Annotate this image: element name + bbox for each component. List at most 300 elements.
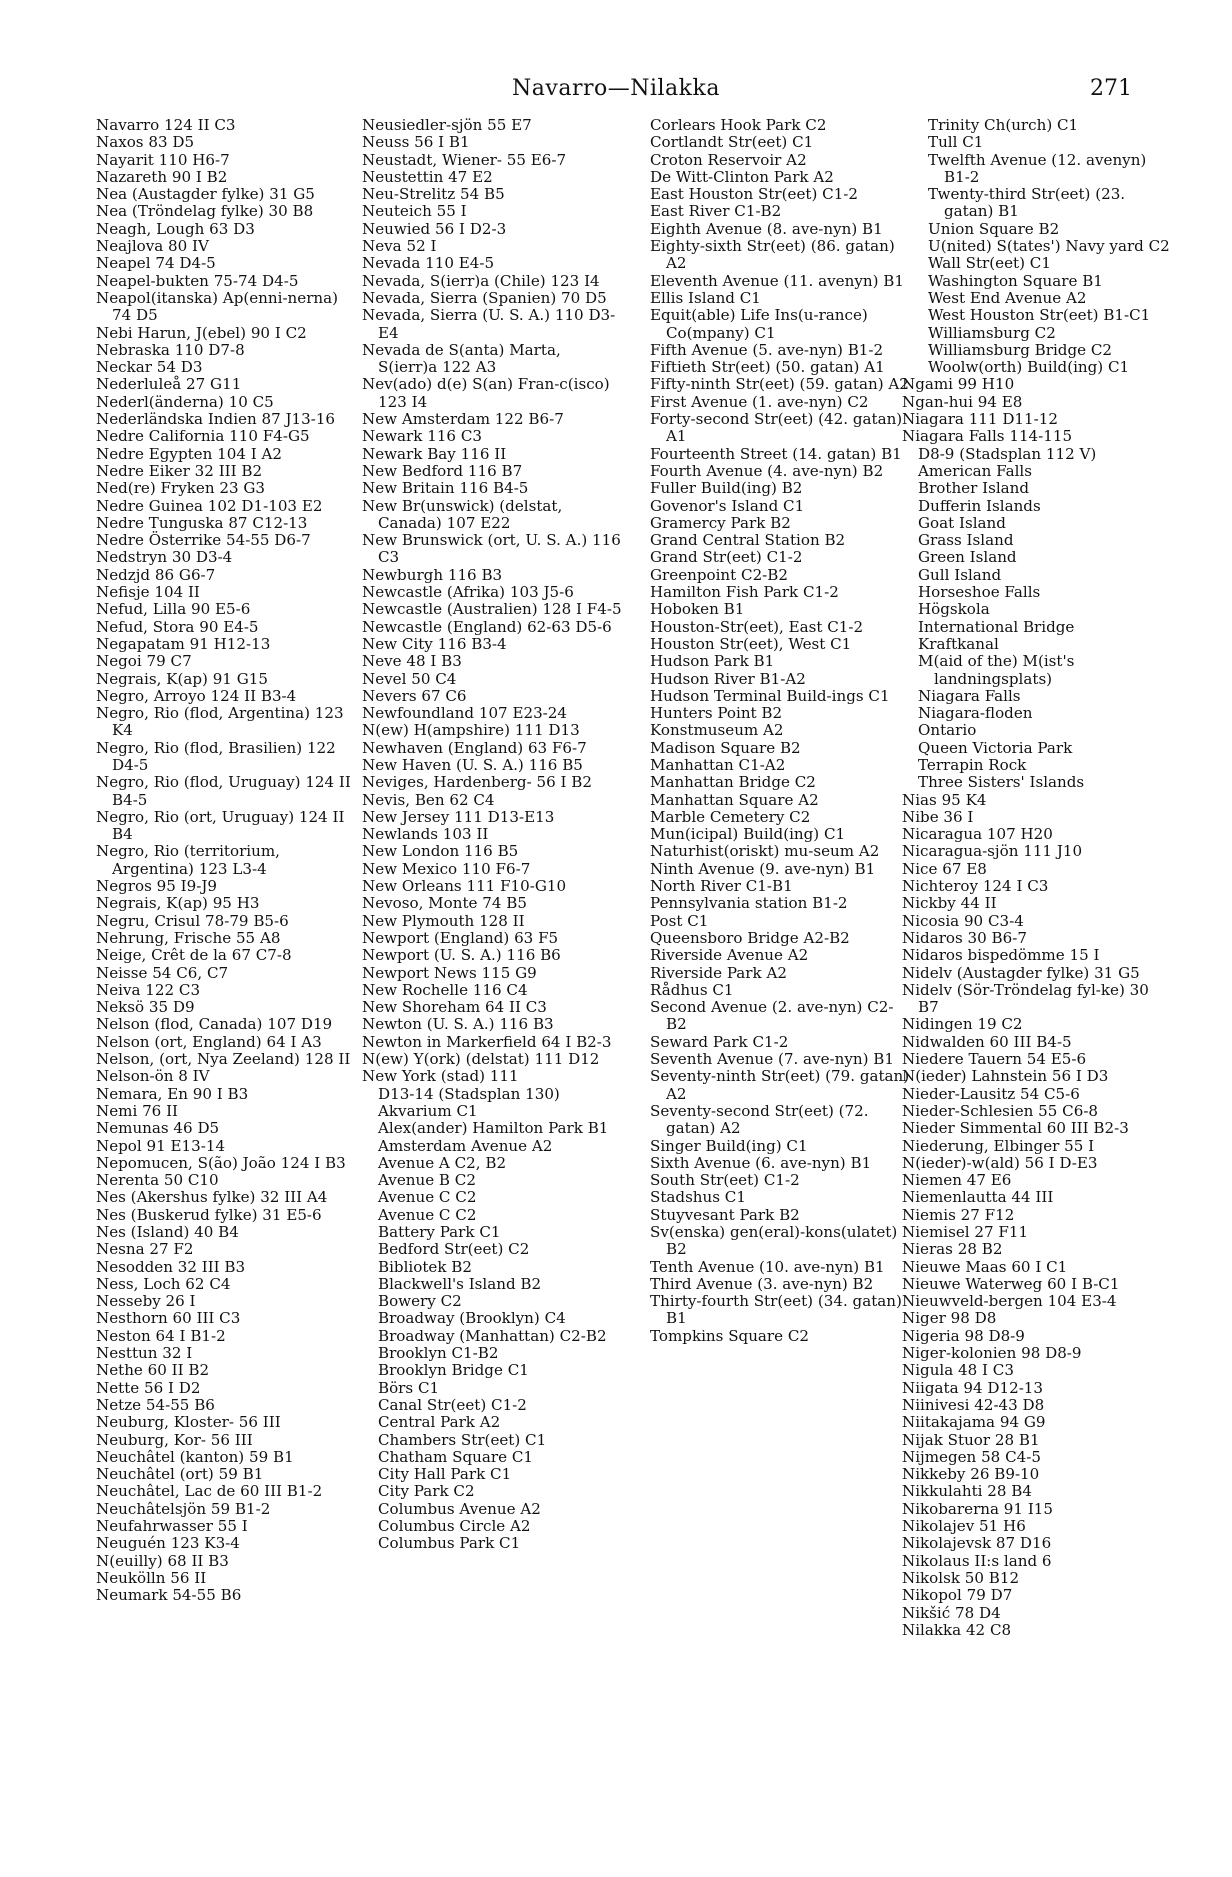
index-entry: Neksö 35 D9 (96, 998, 195, 1017)
index-entry: Nieder-Lausitz 54 C5-6 (902, 1084, 1080, 1103)
index-entry: Nelson (flod, Canada) 107 D19 (96, 1015, 333, 1034)
index-entry: Neuwied 56 I D2-3 (362, 219, 507, 238)
index-entry: Niagara 111 D11-12 (902, 410, 1058, 429)
index-entry: New Amsterdam 122 B6-7 (362, 410, 564, 429)
index-entry: Niitakajama 94 G9 (902, 1413, 1046, 1432)
index-entry: Neige, Crêt de la 67 C7-8 (96, 946, 292, 965)
index-entry: Seventh Avenue (7. ave-nyn) B1 (650, 1050, 894, 1069)
index-entry: Bedford Str(eet) C2 (378, 1240, 530, 1259)
index-entry: Battery Park C1 (378, 1223, 501, 1241)
index-entry: Stuyvesant Park B2 (650, 1205, 800, 1224)
index-entry: Nemi 76 II (96, 1101, 179, 1120)
index-entry: Fiftieth Str(eet) (50. gatan) A1 (650, 358, 885, 377)
index-entry: Second Avenue (2. ave-nyn) C2-B2 (650, 998, 894, 1034)
index-entry: Nigeria 98 D8-9 (902, 1326, 1025, 1345)
index-entry: Ngami 99 H10 (902, 375, 1015, 394)
index-entry: International Bridge (918, 617, 1075, 636)
index-entry: Nidelv (Sör-Tröndelag fyl-ke) 30 B7 (902, 980, 1149, 1017)
index-entry: Neagh, Lough 63 D3 (96, 219, 255, 238)
index-entry: West End Avenue A2 (928, 288, 1087, 307)
index-entry: Chambers Str(eet) C1 (378, 1430, 547, 1449)
index-entry: Negro, Rio (flod, Uruguay) 124 II B4-5 (96, 773, 351, 809)
index-entry: Negros 95 I9-J9 (96, 877, 217, 896)
index-entry: Neuchâtel (kanton) 59 B1 (96, 1447, 294, 1466)
index-entry: Brother Island (918, 479, 1030, 498)
index-entry: Hudson Terminal Build-ings C1 (650, 686, 890, 705)
index-entry: Niinivesi 42-43 D8 (902, 1395, 1045, 1414)
index-entry: Tull C1 (928, 133, 984, 152)
index-entry: Neckar 54 D3 (96, 358, 203, 377)
page-header-title: Navarro—Nilakka (512, 76, 720, 101)
index-entry: Nieuwe Waterweg 60 I B-C1 (902, 1274, 1120, 1293)
index-entry: Nesodden 32 III B3 (96, 1257, 246, 1276)
index-entry: South Str(eet) C1-2 (650, 1171, 800, 1190)
index-entry: Williamsburg C2 (928, 323, 1056, 342)
index-entry: Grand Str(eet) C1-2 (650, 548, 803, 567)
index-entry: Nedre Österrike 54-55 D6-7 (96, 531, 311, 550)
index-entry: Greenpoint C2-B2 (650, 565, 788, 584)
index-column-1 (96, 117, 358, 1605)
index-entry: Marble Cemetery C2 (650, 807, 811, 826)
index-entry: Avenue C C2 (378, 1205, 477, 1224)
index-entry: Neva 52 I (362, 237, 437, 256)
index-entry: Gramercy Park B2 (650, 513, 791, 532)
index-entry: Cortlandt Str(eet) C1 (650, 133, 814, 152)
index-entry: Williamsburg Bridge C2 (928, 340, 1113, 359)
index-entry: N(ieder)-w(ald) 56 I D-E3 (902, 1153, 1098, 1172)
index-entry: Corlears Hook Park C2 (650, 116, 827, 134)
index-entry: Woolw(orth) Build(ing) C1 (928, 358, 1130, 377)
index-entry: Fifty-ninth Str(eet) (59. gatan) A2 (650, 375, 909, 394)
index-entry: Ontario (918, 721, 977, 740)
index-entry: Högskola (918, 600, 990, 619)
index-entry: Columbus Avenue A2 (378, 1499, 541, 1518)
index-entry: Nevada, S(ierr)a (Chile) 123 I4 (362, 271, 600, 290)
index-entry: Nigula 48 I C3 (902, 1361, 1014, 1380)
index-entry: Neapol(itanska) Ap(enni-nerna) 74 D5 (96, 288, 339, 325)
index-entry: Seward Park C1-2 (650, 1032, 789, 1051)
index-entry: Three Sisters' Islands (918, 773, 1085, 792)
index-entry: New Jersey 111 D13-E13 (362, 807, 555, 826)
index-entry: Nemunas 46 D5 (96, 1119, 220, 1138)
index-entry: M(aid of the) M(ist's landningsplats) (918, 652, 1075, 688)
index-entry: Neumark 54-55 B6 (96, 1586, 242, 1605)
index-entry: Niederung, Elbinger 55 I (902, 1136, 1095, 1155)
index-entry: Nazareth 90 I B2 (96, 167, 228, 186)
index-entry: Nickby 44 II (902, 894, 997, 913)
index-entry: Nes (Akershus fylke) 32 III A4 (96, 1188, 328, 1207)
index-entry: First Avenue (1. ave-nyn) C2 (650, 392, 869, 411)
index-entry: Nikolajev 51 H6 (902, 1517, 1026, 1536)
index-entry: Niger-kolonien 98 D8-9 (902, 1344, 1082, 1363)
index-entry: Hudson Park B1 (650, 652, 775, 671)
index-entry: Negro, Rio (flod, Argentina) 123 K4 (96, 704, 344, 740)
index-entry: Trinity Ch(urch) C1 (928, 116, 1079, 134)
index-entry: Nidaros 30 B6-7 (902, 928, 1027, 947)
index-entry: D8-9 (Stadsplan 112 V) (918, 444, 1097, 463)
index-entry: Chatham Square C1 (378, 1447, 533, 1466)
index-entry: N(euilly) 68 II B3 (96, 1551, 229, 1570)
index-entry: Nilakka 42 C8 (902, 1620, 1012, 1639)
index-entry: Nedre Eiker 32 III B2 (96, 461, 263, 480)
index-entry: Ness, Loch 62 C4 (96, 1274, 231, 1293)
index-entry: Nikkulahti 28 B4 (902, 1482, 1032, 1501)
index-entry: New Mexico 110 F6-7 (362, 859, 531, 878)
index-column-4 (902, 117, 1174, 1639)
index-entry: Green Island (918, 548, 1017, 567)
index-entry: Avenue B C2 (378, 1171, 476, 1190)
index-entry: Nikolaus II:s land 6 (902, 1551, 1052, 1570)
index-entry: New Haven (U. S. A.) 116 B5 (362, 755, 583, 774)
index-entry: Neuss 56 I B1 (362, 133, 470, 152)
index-entry: Post C1 (650, 911, 709, 930)
index-entry: Sv(enska) gen(eral)-kons(ulatet) B2 (650, 1223, 898, 1259)
index-entry: Ellis Island C1 (650, 288, 761, 307)
index-entry: Fuller Build(ing) B2 (650, 479, 803, 498)
index-entry: Nebi Harun, J(ebel) 90 I C2 (96, 323, 307, 342)
index-entry: Queensboro Bridge A2-B2 (650, 928, 850, 947)
page-number: 271 (1090, 76, 1132, 101)
index-entry: Nikšić 78 D4 (902, 1603, 1001, 1622)
index-entry: Newburgh 116 B3 (362, 565, 503, 584)
index-entry: Nehrung, Frische 55 A8 (96, 928, 281, 947)
index-column-2 (362, 117, 624, 1553)
index-entry: Newlands 103 II (362, 825, 489, 844)
index-entry: Terrapin Rock (918, 755, 1027, 774)
index-entry: Niedere Tauern 54 E5-6 (902, 1050, 1087, 1069)
index-entry: Nichteroy 124 I C3 (902, 877, 1049, 896)
index-entry: Newark Bay 116 II (362, 444, 507, 463)
index-entry: Union Square B2 (928, 219, 1060, 238)
index-entry: Nieuwveld-bergen 104 E3-4 (902, 1292, 1117, 1311)
index-entry: Eighth Avenue (8. ave-nyn) B1 (650, 219, 883, 238)
index-entry: Neukölln 56 II (96, 1568, 207, 1587)
index-entry: Nias 95 K4 (902, 790, 987, 809)
index-entry: Akvarium C1 (378, 1101, 478, 1120)
index-entry: Newport (U. S. A.) 116 B6 (362, 946, 561, 965)
index-entry: Nijak Stuor 28 B1 (902, 1430, 1040, 1449)
index-entry: Seventy-ninth Str(eet) (79. gatan) A2 (650, 1067, 910, 1103)
index-entry: Negapatam 91 H12-13 (96, 634, 271, 653)
index-entry: Govenor's Island C1 (650, 496, 805, 515)
index-entry: Nicaragua-sjön 111 J10 (902, 842, 1083, 861)
index-entry: Dufferin Islands (918, 496, 1041, 515)
index-entry: Nice 67 E8 (902, 859, 987, 878)
index-entry: Newfoundland 107 E23-24 (362, 704, 567, 723)
index-entry: Third Avenue (3. ave-nyn) B2 (650, 1274, 874, 1293)
index-entry: Avenue A C2, B2 (378, 1153, 507, 1172)
index-entry: Neviges, Hardenberg- 56 I B2 (362, 773, 592, 792)
index-entry: Neve 48 I B3 (362, 652, 462, 671)
index-entry: Konstmuseum A2 (650, 721, 784, 740)
index-entry: Hoboken B1 (650, 600, 745, 619)
index-entry: West Houston Str(eet) B1-C1 (928, 306, 1151, 325)
index-entry: Nederl(änderna) 10 C5 (96, 392, 274, 411)
index-entry: Madison Square B2 (650, 738, 801, 757)
index-entry: Niagara Falls (918, 686, 1021, 705)
index-entry: Kraftkanal (918, 634, 999, 653)
index-entry: North River C1-B1 (650, 877, 793, 896)
index-entry: Nedzjd 86 G6-7 (96, 565, 216, 584)
index-entry: Nedre Guinea 102 D1-103 E2 (96, 496, 323, 515)
index-entry: Naxos 83 D5 (96, 133, 195, 152)
index-entry: Nevis, Ben 62 C4 (362, 790, 495, 809)
index-entry: Nesseby 26 I (96, 1292, 196, 1311)
index-entry: Nevers 67 C6 (362, 686, 467, 705)
index-entry: U(nited) S(tates') Navy yard C2 (928, 237, 1170, 256)
index-entry: Netze 54-55 B6 (96, 1395, 215, 1414)
index-entry: Tompkins Square C2 (650, 1326, 810, 1345)
index-entry: Nikkeby 26 B9-10 (902, 1465, 1040, 1484)
index-entry: New Shoreham 64 II C3 (362, 998, 547, 1017)
index-entry: Broadway (Manhattan) C2-B2 (378, 1326, 607, 1345)
index-entry: Pennsylvania station B1-2 (650, 894, 848, 913)
index-entry: New London 116 B5 (362, 842, 519, 861)
index-entry: Forty-second Str(eet) (42. gatan) A1 (650, 410, 903, 446)
index-entry: Tenth Avenue (10. ave-nyn) B1 (650, 1257, 885, 1276)
index-entry: Nederländska Indien 87 J13-16 (96, 410, 336, 429)
index-entry: Navarro 124 II C3 (96, 116, 236, 134)
index-entry: Houston Str(eet), West C1 (650, 634, 852, 653)
index-entry: Niemenlautta 44 III (902, 1188, 1054, 1207)
index-entry: Newcastle (England) 62-63 D5-6 (362, 617, 612, 636)
index-entry: Nikolajevsk 87 D16 (902, 1534, 1052, 1553)
index-entry: Newport News 115 G9 (362, 963, 537, 982)
index-entry: Newton in Markerfield 64 I B2-3 (362, 1032, 612, 1051)
index-entry: Newport (England) 63 F5 (362, 928, 559, 947)
index-entry: Nikobarerna 91 I15 (902, 1499, 1053, 1518)
index-entry: Amsterdam Avenue A2 (378, 1136, 553, 1155)
index-entry: City Park C2 (378, 1482, 475, 1501)
index-entry: Niemisel 27 F11 (902, 1223, 1029, 1241)
index-entry: Nevoso, Monte 74 B5 (362, 894, 527, 913)
index-entry: Nedre Egypten 104 I A2 (96, 444, 283, 463)
index-entry: New Britain 116 B4-5 (362, 479, 529, 498)
index-entry: N(ieder) Lahnstein 56 I D3 (902, 1067, 1109, 1086)
index-entry: Neajlova 80 IV (96, 237, 209, 256)
index-entry: Nesttun 32 I (96, 1344, 193, 1363)
index-entry: Nefisje 104 II (96, 583, 200, 602)
index-entry: Grass Island (918, 531, 1014, 550)
index-entry: Negro, Rio (ort, Uruguay) 124 II B4 (96, 807, 345, 844)
index-entry: Neustettin 47 E2 (362, 167, 493, 186)
index-entry: Nelson (ort, England) 64 I A3 (96, 1032, 322, 1051)
index-entry: Negrais, K(ap) 95 H3 (96, 894, 260, 913)
index-entry: Nepol 91 E13-14 (96, 1136, 226, 1155)
index-entry: Hudson River B1-A2 (650, 669, 806, 688)
index-entry: Fourteenth Street (14. gatan) B1 (650, 444, 902, 463)
index-entry: City Hall Park C1 (378, 1465, 512, 1484)
index-entry: Neiva 122 C3 (96, 980, 201, 999)
index-entry: Nicaragua 107 H20 (902, 825, 1053, 844)
index-entry: Canal Str(eet) C1-2 (378, 1395, 527, 1414)
index-entry: Neusiedler-sjön 55 E7 (362, 116, 532, 134)
index-entry: Avenue C C2 (378, 1188, 477, 1207)
index-entry: Thirty-fourth Str(eet) (34. gatan) B1 (650, 1292, 902, 1328)
index-entry: East Houston Str(eet) C1-2 (650, 185, 858, 204)
index-entry: Neuteich 55 I (362, 202, 467, 221)
index-entry: Nieras 28 B2 (902, 1240, 1003, 1259)
index-entry: Brooklyn C1-B2 (378, 1344, 499, 1363)
index-entry: Neuguén 123 K3-4 (96, 1534, 240, 1553)
index-entry: Riverside Avenue A2 (650, 946, 809, 965)
index-entry: Gull Island (918, 565, 1002, 584)
index-entry: Houston-Str(eet), East C1-2 (650, 617, 864, 636)
index-entry: Nieder-Schlesien 55 C6-8 (902, 1101, 1099, 1120)
index-entry: Neu-Strelitz 54 B5 (362, 185, 505, 204)
index-entry: Nieuwe Maas 60 I C1 (902, 1257, 1068, 1276)
index-entry: Negrais, K(ap) 91 G15 (96, 669, 268, 688)
index-entry: Bibliotek B2 (378, 1257, 472, 1276)
index-entry: Nikolsk 50 B12 (902, 1568, 1020, 1587)
index-entry: Twelfth Avenue (12. avenyn) B1-2 (928, 150, 1147, 186)
index-entry: D13-14 (Stadsplan 130) (378, 1084, 560, 1103)
index-entry: Alex(ander) Hamilton Park B1 (378, 1119, 609, 1138)
index-entry: Queen Victoria Park (918, 738, 1073, 757)
index-entry: Ned(re) Fryken 23 G3 (96, 479, 266, 498)
index-entry: Central Park A2 (378, 1413, 501, 1432)
index-entry: Bowery C2 (378, 1292, 462, 1311)
index-entry: Twenty-third Str(eet) (23. gatan) B1 (928, 185, 1126, 221)
index-entry: Ngan-hui 94 E8 (902, 392, 1023, 411)
index-entry: Nidingen 19 C2 (902, 1015, 1023, 1034)
index-entry: Negro, Rio (flod, Brasilien) 122 D4-5 (96, 738, 336, 774)
index-entry: Niger 98 D8 (902, 1309, 997, 1328)
index-entry: Nea (Austagder fylke) 31 G5 (96, 185, 315, 204)
index-entry: Columbus Circle A2 (378, 1517, 531, 1536)
index-entry: De Witt-Clinton Park A2 (650, 167, 834, 186)
index-entry: Goat Island (918, 513, 1006, 532)
index-entry: Negro, Rio (territorium, Argentina) 123 L3-4 (96, 842, 280, 878)
index-entry: Nederluleå 27 G11 (96, 375, 242, 394)
index-entry: Niemen 47 E6 (902, 1171, 1012, 1190)
index-entry: Nevada 110 E4-5 (362, 254, 495, 273)
index-entry: Nethe 60 II B2 (96, 1361, 210, 1380)
index-entry: Neuchâtel (ort) 59 B1 (96, 1465, 264, 1484)
index-entry: Newton (U. S. A.) 116 B3 (362, 1015, 554, 1034)
index-entry: East River C1-B2 (650, 202, 782, 221)
index-entry: Nieder Simmental 60 III B2-3 (902, 1119, 1129, 1138)
index-entry: Nes (Buskerud fylke) 31 E5-6 (96, 1205, 322, 1224)
index-entry: American Falls (918, 461, 1033, 480)
index-entry: Nefud, Stora 90 E4-5 (96, 617, 259, 636)
index-entry: New Rochelle 116 C4 (362, 980, 528, 999)
index-entry: New City 116 B3-4 (362, 634, 507, 653)
index-entry: Fifth Avenue (5. ave-nyn) B1-2 (650, 340, 884, 359)
index-entry: Newcastle (Australien) 128 I F4-5 (362, 600, 622, 619)
index-entry: Nijmegen 58 C4-5 (902, 1447, 1041, 1466)
index-entry: Neston 64 I B1-2 (96, 1326, 226, 1345)
index-entry: Niigata 94 D12-13 (902, 1378, 1044, 1397)
index-entry: Neuchâtel, Lac de 60 III B1-2 (96, 1482, 323, 1501)
index-entry: Fourth Avenue (4. ave-nyn) B2 (650, 461, 884, 480)
index-entry: Nibe 36 I (902, 807, 974, 826)
index-entry: Nev(ado) d(e) S(an) Fran-c(isco) 123 I4 (362, 375, 610, 411)
index-entry: Niemis 27 F12 (902, 1205, 1015, 1224)
index-entry: Eleventh Avenue (11. avenyn) B1 (650, 271, 904, 290)
index-entry: Neuburg, Kor- 56 III (96, 1430, 253, 1449)
index-entry: Ninth Avenue (9. ave-nyn) B1 (650, 859, 876, 878)
index-entry: Nes (Island) 40 B4 (96, 1223, 239, 1241)
index-entry: Neuburg, Kloster- 56 III (96, 1413, 281, 1432)
index-entry: Manhattan Square A2 (650, 790, 819, 809)
index-entry: Nepomucen, S(ão) João 124 I B3 (96, 1153, 346, 1172)
index-entry: Neisse 54 C6, C7 (96, 963, 229, 982)
index-entry: New Brunswick (ort, U. S. A.) 116 C3 (362, 531, 621, 567)
index-entry: Neustadt, Wiener- 55 E6-7 (362, 150, 567, 169)
index-entry: New Plymouth 128 II (362, 911, 525, 930)
index-entry: Neuchâtelsjön 59 B1-2 (96, 1499, 271, 1518)
index-entry: Nefud, Lilla 90 E5-6 (96, 600, 251, 619)
index-entry: Nayarit 110 H6-7 (96, 150, 230, 169)
index-entry: Hamilton Fish Park C1-2 (650, 583, 839, 602)
index-entry: Negro, Arroyo 124 II B3-4 (96, 686, 297, 705)
index-entry: Nicosia 90 C3-4 (902, 911, 1024, 930)
index-entry: Neapel-bukten 75-74 D4-5 (96, 271, 299, 290)
index-entry: Newcastle (Afrika) 103 J5-6 (362, 583, 574, 602)
index-entry: Columbus Park C1 (378, 1534, 521, 1553)
index-entry: Manhattan C1-A2 (650, 755, 786, 774)
index-entry: Nevada de S(anta) Marta, S(ierr)a 122 A3 (362, 340, 561, 377)
index-entry: Croton Reservoir A2 (650, 150, 807, 169)
index-entry: Nedstryn 30 D3-4 (96, 548, 233, 567)
index-entry: Sixth Avenue (6. ave-nyn) B1 (650, 1153, 872, 1172)
index-entry: Nevel 50 C4 (362, 669, 457, 688)
index-entry: Nidaros bispedömme 15 I (902, 946, 1100, 965)
index-entry: Nikopol 79 D7 (902, 1586, 1013, 1605)
index-entry: Manhattan Bridge C2 (650, 773, 816, 792)
index-entry: Broadway (Brooklyn) C4 (378, 1309, 566, 1328)
index-entry: Neufahrwasser 55 I (96, 1517, 248, 1536)
index-entry: Neapel 74 D4-5 (96, 254, 216, 273)
index-entry: New York (stad) 111 (362, 1067, 519, 1086)
index-entry: Nevada, Sierra (Spanien) 70 D5 (362, 288, 607, 307)
index-entry: Negru, Crisul 78-79 B5-6 (96, 911, 289, 930)
index-entry: Stadshus C1 (650, 1188, 746, 1207)
index-entry: Mun(icipal) Build(ing) C1 (650, 825, 846, 844)
index-entry: Nevada, Sierra (U. S. A.) 110 D3-E4 (362, 306, 616, 342)
index-entry: Seventy-second Str(eet) (72. gatan) A2 (650, 1101, 869, 1138)
index-entry: Niagara-floden (918, 704, 1033, 723)
index-entry: Horseshoe Falls (918, 583, 1041, 602)
index-entry: Nebraska 110 D7-8 (96, 340, 245, 359)
index-entry: Naturhist(oriskt) mu-seum A2 (650, 842, 880, 861)
index-entry: Nesna 27 F2 (96, 1240, 194, 1259)
index-entry: Blackwell's Island B2 (378, 1274, 542, 1293)
index-entry: Newhaven (England) 63 F6-7 (362, 738, 587, 757)
index-entry: Niagara Falls 114-115 (902, 427, 1073, 446)
index-entry: Nemara, En 90 I B3 (96, 1084, 249, 1103)
index-entry: Nedre Tunguska 87 C12-13 (96, 513, 308, 532)
index-entry: Washington Square B1 (928, 271, 1103, 290)
index-entry: Hunters Point B2 (650, 704, 783, 723)
index-entry: Nette 56 I D2 (96, 1378, 201, 1397)
index-entry: Nerenta 50 C10 (96, 1171, 219, 1190)
index-entry: Nidelv (Austagder fylke) 31 G5 (902, 963, 1140, 982)
index-entry: Nea (Tröndelag fylke) 30 B8 (96, 202, 314, 221)
index-entry: Wall Str(eet) C1 (928, 254, 1051, 273)
index-entry: Nidwalden 60 III B4-5 (902, 1032, 1072, 1051)
index-entry: Nesthorn 60 III C3 (96, 1309, 241, 1328)
index-entry: New Bedford 116 B7 (362, 461, 523, 480)
index-entry: Grand Central Station B2 (650, 531, 846, 550)
index-column-3 (650, 117, 912, 1345)
index-entry: New Br(unswick) (delstat, Canada) 107 E22 (362, 496, 563, 532)
index-entry: Nelson-ön 8 IV (96, 1067, 210, 1086)
index-entry: Brooklyn Bridge C1 (378, 1361, 529, 1380)
index-entry: N(ew) H(ampshire) 111 D13 (362, 721, 580, 740)
index-entry: Newark 116 C3 (362, 427, 482, 446)
